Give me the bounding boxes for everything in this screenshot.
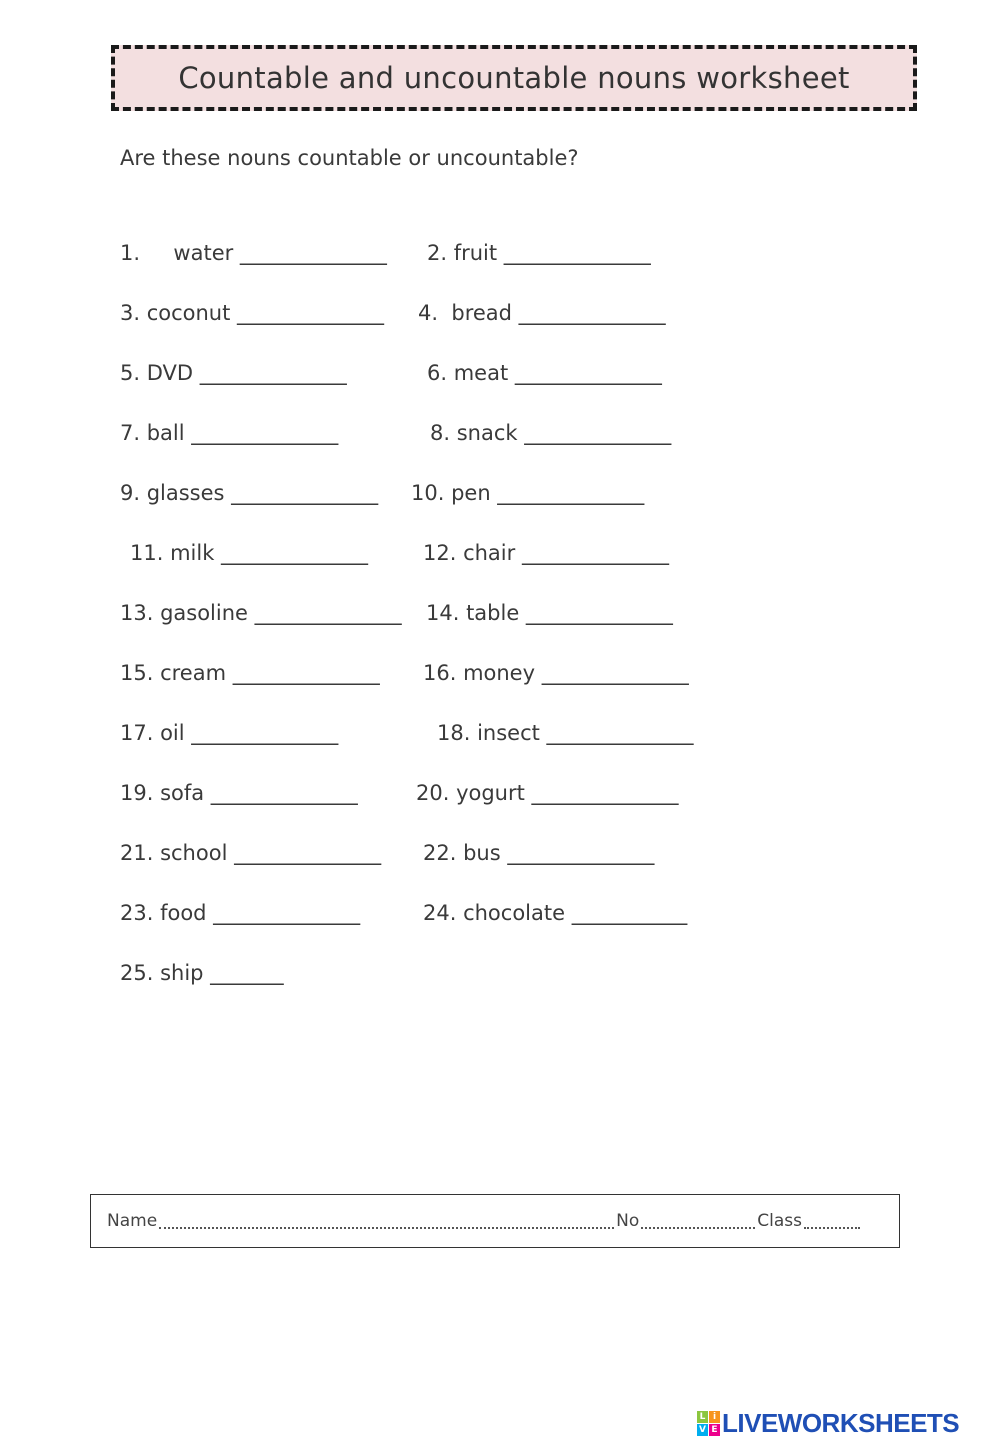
exercise-item[interactable]: 17. oil ______________ — [120, 721, 339, 745]
class-field[interactable] — [804, 1213, 860, 1229]
exercise-item[interactable]: 14. table ______________ — [426, 601, 673, 625]
exercise-item[interactable]: 10. pen ______________ — [411, 481, 645, 505]
instruction-text: Are these nouns countable or uncountable? — [120, 146, 579, 170]
logo-mark-icon — [697, 1411, 720, 1436]
exercise-item[interactable]: 21. school ______________ — [120, 841, 382, 865]
exercise-item[interactable]: 24. chocolate ___________ — [423, 901, 688, 925]
exercise-item[interactable]: 15. cream ______________ — [120, 661, 380, 685]
exercise-item[interactable]: 5. DVD ______________ — [120, 361, 347, 385]
exercise-item[interactable]: 4. bread ______________ — [418, 301, 666, 325]
exercise-item[interactable]: 13. gasoline ______________ — [120, 601, 402, 625]
exercise-item[interactable]: 8. snack ______________ — [430, 421, 672, 445]
number-field[interactable] — [641, 1213, 755, 1229]
exercise-item[interactable]: 7. ball ______________ — [120, 421, 339, 445]
exercise-item[interactable]: 9. glasses ______________ — [120, 481, 379, 505]
liveworksheets-logo — [697, 1408, 959, 1439]
exercise-item[interactable]: 16. money ______________ — [423, 661, 689, 685]
logo-mark-letter: i — [709, 1411, 720, 1423]
exercise-item[interactable]: 20. yogurt ______________ — [416, 781, 679, 805]
exercise-item[interactable]: 22. bus ______________ — [423, 841, 655, 865]
exercise-item[interactable]: 18. insect ______________ — [437, 721, 694, 745]
logo-text: LIVEWORKSHEETS — [722, 1408, 960, 1438]
logo-mark-letter: E — [709, 1424, 720, 1436]
number-label: No — [616, 1211, 640, 1231]
exercise-item[interactable]: 25. ship _______ — [120, 961, 284, 985]
exercise-item[interactable]: 12. chair ______________ — [423, 541, 669, 565]
exercise-item[interactable]: 23. food ______________ — [120, 901, 361, 925]
logo-mark-letter: L — [697, 1411, 708, 1423]
exercise-item[interactable]: 2. fruit ______________ — [427, 241, 651, 265]
worksheet-title: Countable and uncountable nouns worksheet — [178, 61, 850, 95]
exercise-item[interactable]: 1. water ______________ — [120, 241, 387, 265]
name-label: Name — [107, 1211, 158, 1231]
student-info-box — [90, 1194, 900, 1248]
exercise-item[interactable]: 19. sofa ______________ — [120, 781, 358, 805]
logo-mark-letter: V — [697, 1424, 708, 1436]
name-field[interactable] — [159, 1213, 614, 1229]
title-banner — [111, 45, 917, 111]
exercise-item[interactable]: 11. milk ______________ — [130, 541, 369, 565]
exercise-item[interactable]: 3. coconut ______________ — [120, 301, 385, 325]
class-label: Class — [757, 1211, 803, 1231]
exercise-item[interactable]: 6. meat ______________ — [427, 361, 662, 385]
